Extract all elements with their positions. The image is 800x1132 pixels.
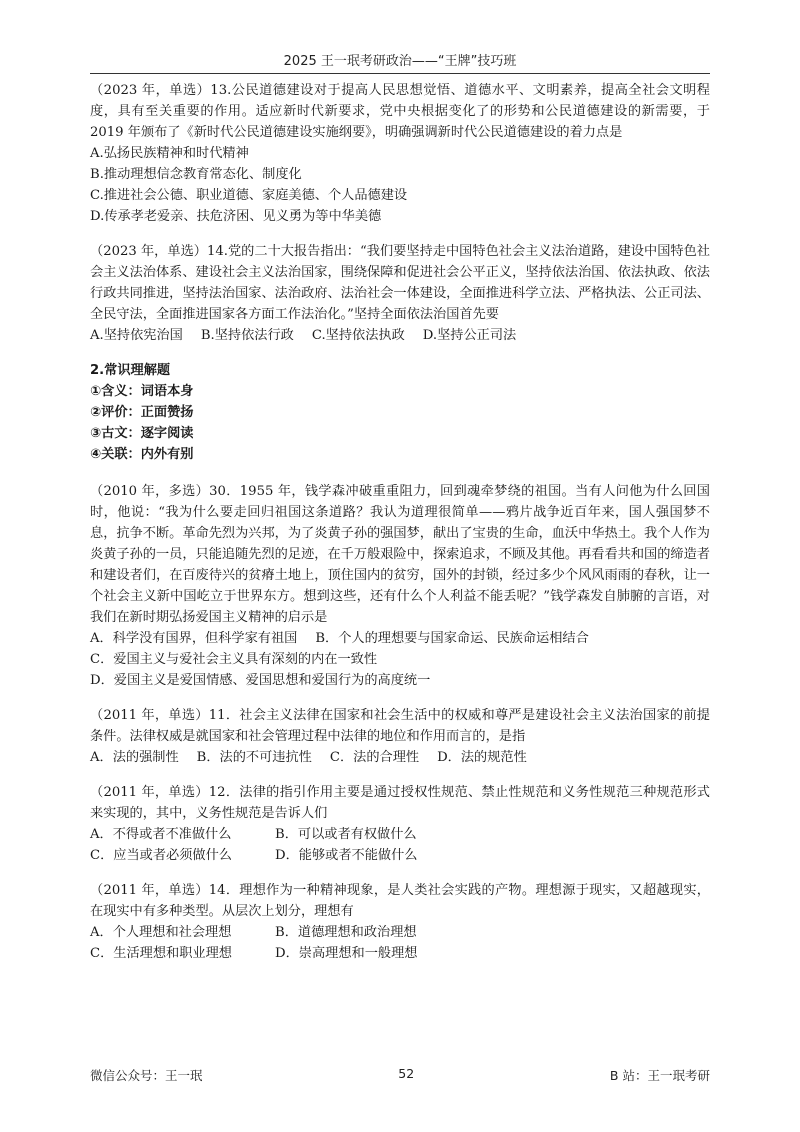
footer-wechat: 微信公众号：王一珉 — [90, 1068, 203, 1083]
section-title: 2.常识理解题 — [90, 363, 171, 378]
option-c: C．生活理想和职业理想 — [90, 946, 232, 961]
section-item: ④关联：内外有别 — [90, 447, 194, 462]
question-2010-30 — [90, 481, 710, 691]
option-c: C.推进社会公德、职业道德、家庭美德、个人品德建设 — [90, 188, 408, 203]
option-a: A．法的强制性 — [90, 750, 179, 765]
question-2011-14 — [90, 880, 710, 964]
option-a: A.弘扬民族精神和时代精神 — [90, 146, 249, 161]
page-number: 52 — [398, 1066, 415, 1081]
option-c: C．法的合理性 — [329, 750, 420, 765]
option-b: B.推动理想信念教育常态化、制度化 — [90, 167, 302, 182]
option-d: D．法的规范性 — [437, 750, 527, 765]
options-row — [90, 325, 710, 346]
option-b: B．可以或者有权做什么 — [275, 827, 417, 842]
footer-bilibili: B 站：王一珉考研 — [609, 1068, 710, 1083]
option-b: B．个人的理想要与国家命运、民族命运相结合 — [315, 631, 589, 646]
option-b: B.坚持依法行政 — [200, 328, 294, 343]
option-d: D.坚持公正司法 — [422, 328, 517, 343]
option-c: C.坚持依法执政 — [311, 328, 405, 343]
option-c: C．爱国主义与爱社会主义具有深刻的内在一致性 — [90, 652, 378, 667]
option-d: D．爱国主义是爱国情感、爱国思想和爱国行为的高度统一 — [90, 673, 431, 688]
page-footer — [90, 1066, 710, 1084]
section-item: ①含义：词语本身 — [90, 384, 194, 399]
option-d: D.传承孝老爱亲、扶危济困、见义勇为等中华美德 — [90, 209, 382, 224]
question-stem: （2011 年，单选）12．法律的指引作用主要是通过授权性规范、禁止性规范和义务性规范三种规范形式来实现的，其中，义务性规范是告诉人们 — [90, 785, 710, 821]
question-2011-11 — [90, 705, 710, 768]
option-c: C．应当或者必须做什么 — [90, 848, 232, 863]
question-stem: （2010 年，多选）30．1955 年，钱学森冲破重重阻力，回到魂牵梦绕的祖国。当有人问他为什么回国时，他说：“我为什么要走回归祖国这条道路？我认为道理很简单——鸦片战争近百年来，国人强国梦不息，抗争不断。革命先烈为兴邦，为了炎黄子孙的强国梦，献出了宝贵的生命，血沃中华热土。我个人作为炎黄子孙的一员，只能追随先烈的足迹，在千万般艰险中，探索追求，不顾及其他。再看看共和国的缔造者和建设者们，在百废待兴的贫瘠土地上，顶住国内的贫穷，国外的封锁，经过多少个风风雨雨的春秋，让一个社会主义新中国屹立于世界东方。想到这些，还有什么个人利益不能丢呢？”钱学森发自肺腑的言语，对我们在新时期弘扬爱国主义精神的启示是 — [90, 484, 710, 625]
page-content — [90, 80, 710, 978]
options-row — [90, 628, 710, 649]
option-b: B．道德理想和政治理想 — [275, 925, 417, 940]
section-item: ③古文：逐字阅读 — [90, 426, 194, 441]
option-b: B．法的不可违抗性 — [196, 750, 312, 765]
options-grid — [90, 922, 710, 964]
question-2023-14 — [90, 241, 710, 346]
options-grid — [90, 824, 710, 866]
question-2023-13 — [90, 80, 710, 227]
question-stem: （2011 年，单选）14．理想作为一种精神现象，是人类社会实践的产物。理想源于现实，又超越现实，在现实中有多种类型。从层次上划分，理想有 — [90, 883, 710, 919]
option-a: A.坚持依宪治国 — [90, 328, 183, 343]
section-item: ②评价：正面赞扬 — [90, 405, 194, 420]
question-stem: （2011 年，单选）11．社会主义法律在国家和社会生活中的权威和尊严是建设社会主义法治国家的前提条件。法律权威是就国家和社会管理过程中法律的地位和作用而言的，是指 — [90, 708, 710, 744]
option-a: A．不得或者不准做什么 — [90, 827, 232, 842]
section-common-sense — [90, 360, 710, 465]
options-row — [90, 747, 710, 768]
question-stem: （2023 年，单选）14.党的二十大报告指出：“我们要坚持走中国特色社会主义法治道路，建设中国特色社会主义法治体系、建设社会主义法治国家，围绕保障和促进社会公平正义，坚持依法治国、依法执政、依法行政共同推进，坚持法治国家、法治政府、法治社会一体建设，全面推进科学立法、严格执法、公正司法、全民守法，全面推进国家各方面工作法治化。”坚持全面依法治国首先要 — [90, 244, 710, 322]
option-d: D．崇高理想和一般理想 — [275, 946, 418, 961]
option-a: A．个人理想和社会理想 — [90, 925, 232, 940]
option-a: A．科学没有国界，但科学家有祖国 — [90, 631, 298, 646]
question-2011-12 — [90, 782, 710, 866]
option-d: D．能够或者不能做什么 — [275, 848, 418, 863]
page-header: 2025 王一珉考研政治——“王牌”技巧班 — [90, 50, 710, 74]
question-stem: （2023 年，单选）13.公民道德建设对于提高人民思想觉悟、道德水平、文明素养，提高全社会文明程度，具有至关重要的作用。适应新时代新要求，党中央根据变化了的形势和公民道德建设的新需要，于 2019 年颁布了《新时代公民道德建设实施纲要》，明确强调新时代公民道德建设的着力点是 — [90, 83, 710, 140]
